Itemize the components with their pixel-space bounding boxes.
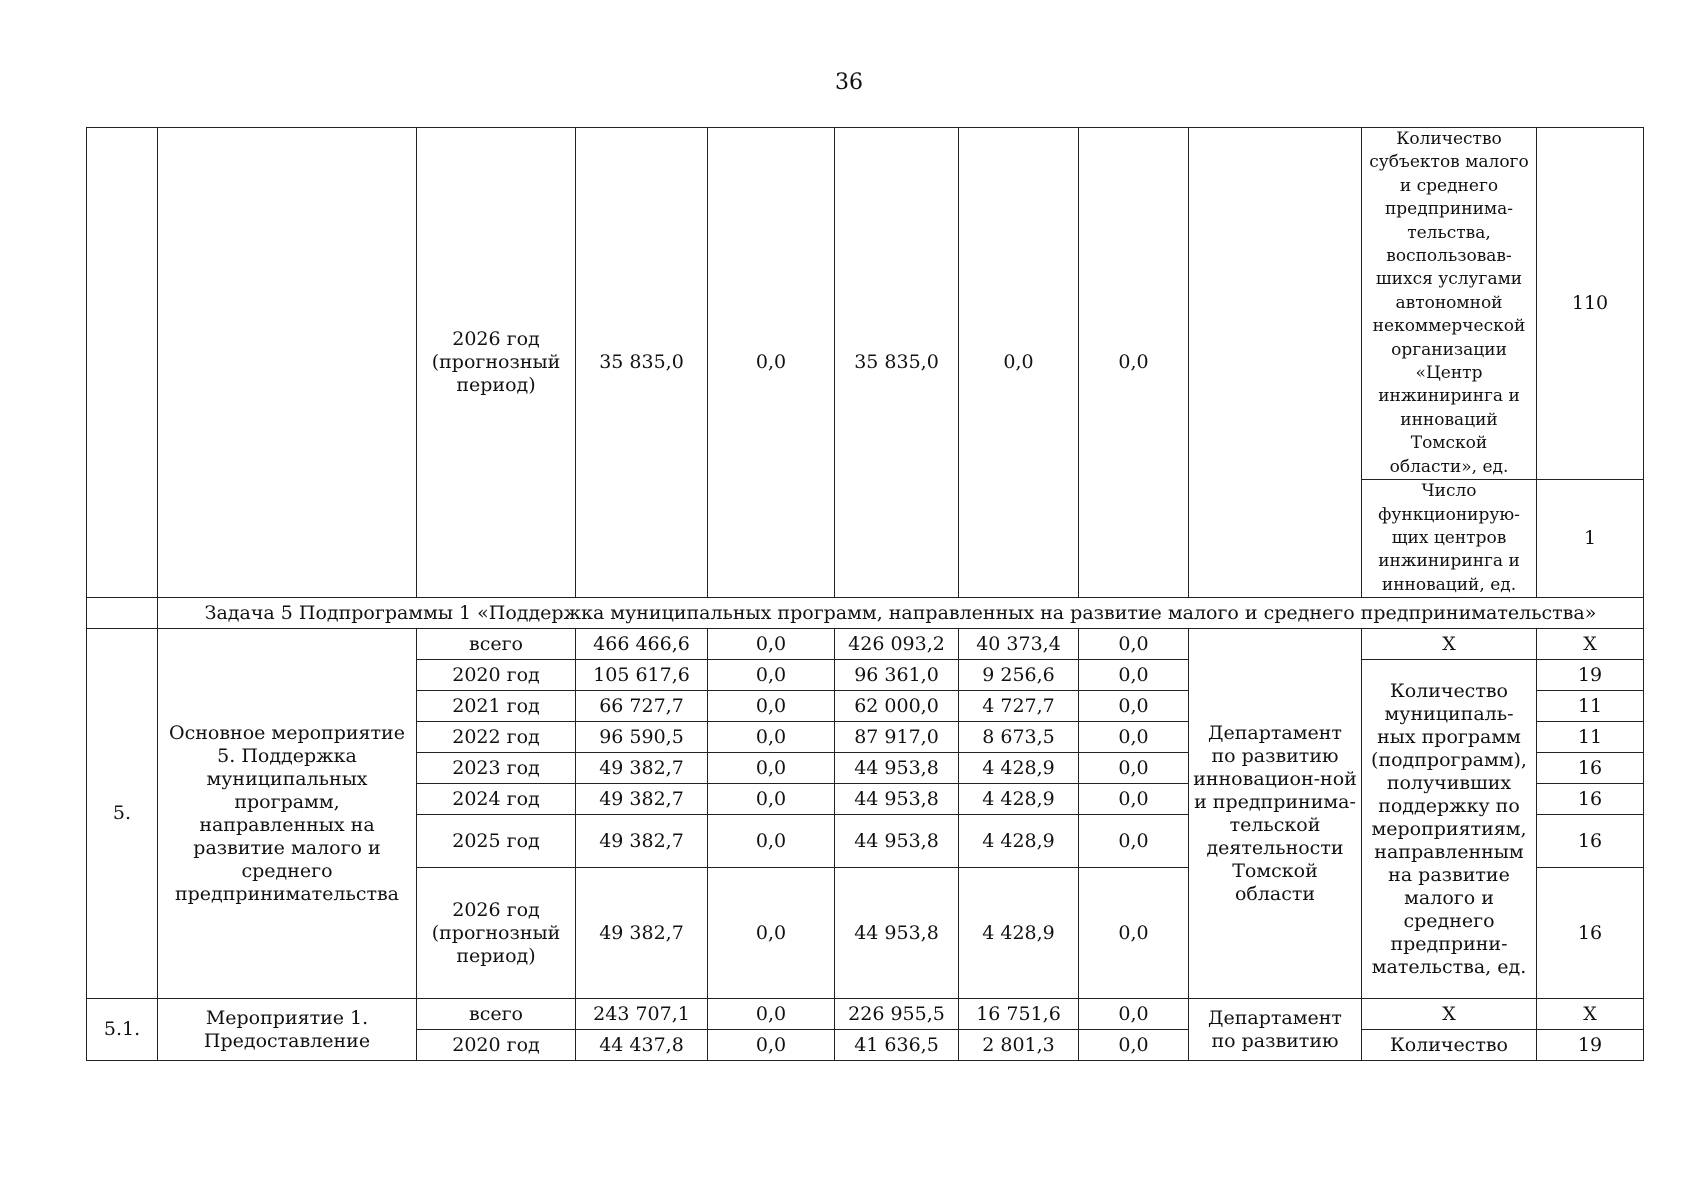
- cell-municipal: 40 373,4: [959, 629, 1079, 660]
- cell-federal: 0,0: [708, 999, 835, 1030]
- cell-extra: 0,0: [1079, 784, 1189, 815]
- cell-municipal: 4 428,9: [959, 753, 1079, 784]
- task-header: Задача 5 Подпрограммы 1 «Поддержка муниципальных программ, направленных на развитие малого и среднего предпринимательства»: [158, 598, 1644, 629]
- cell-municipal: 8 673,5: [959, 722, 1079, 753]
- cell-federal: 0,0: [708, 753, 835, 784]
- indicator-value: 11: [1537, 691, 1644, 722]
- item-name: Мероприятие 1. Предоставление: [158, 999, 417, 1061]
- task-header-row: [87, 598, 1644, 629]
- cell-municipal: 4 727,7: [959, 691, 1079, 722]
- cell-total: 105 617,6: [576, 660, 708, 691]
- cell-regional: 226 955,5: [835, 999, 959, 1030]
- cell-total: 96 590,5: [576, 722, 708, 753]
- indicator-value: 1: [1537, 480, 1644, 598]
- cell-period: 2026 год (прогнозный период): [417, 868, 576, 999]
- cell-period: 2020 год: [417, 660, 576, 691]
- table-row: [87, 629, 1644, 660]
- cell-regional: 44 953,8: [835, 868, 959, 999]
- page-number: 36: [835, 70, 863, 95]
- cell-federal: 0,0: [708, 815, 835, 868]
- cell-period: 2025 год: [417, 815, 576, 868]
- cell-extra: 0,0: [1079, 753, 1189, 784]
- cell-federal: 0,0: [708, 660, 835, 691]
- cell-extra: 0,0: [1079, 629, 1189, 660]
- cell-municipal: 4 428,9: [959, 815, 1079, 868]
- cell-total: 466 466,6: [576, 629, 708, 660]
- budget-table: [86, 127, 1644, 1061]
- indicator-value: 16: [1537, 753, 1644, 784]
- cell-municipal: 9 256,6: [959, 660, 1079, 691]
- item-number: 5.: [87, 629, 158, 999]
- cell-regional: 44 953,8: [835, 815, 959, 868]
- item-executor: Департамент по развитию инновацион-ной и предпринима-тельской деятельности Томской области: [1189, 629, 1362, 999]
- cell-executor: [1189, 128, 1362, 598]
- indicator-value: X: [1537, 629, 1644, 660]
- cell-federal: 0,0: [708, 128, 835, 598]
- cell-regional: 44 953,8: [835, 753, 959, 784]
- cell-federal: 0,0: [708, 722, 835, 753]
- indicator-value: 16: [1537, 815, 1644, 868]
- cell-total: 49 382,7: [576, 868, 708, 999]
- cell-total: 49 382,7: [576, 753, 708, 784]
- cell-federal: 0,0: [708, 868, 835, 999]
- indicator-value: 19: [1537, 660, 1644, 691]
- cell-period: 2024 год: [417, 784, 576, 815]
- item-name: Основное мероприятие 5. Поддержка муниципальных программ, направленных на развитие малого и среднего предпринимательства: [158, 629, 417, 999]
- cell-total: 66 727,7: [576, 691, 708, 722]
- table-row: [87, 999, 1644, 1030]
- cell-extra: 0,0: [1079, 660, 1189, 691]
- cell-federal: 0,0: [708, 629, 835, 660]
- cell-regional: 426 093,2: [835, 629, 959, 660]
- cell-extra: 0,0: [1079, 815, 1189, 868]
- cell-period: 2021 год: [417, 691, 576, 722]
- cell-period: 2023 год: [417, 753, 576, 784]
- indicator-name: Количество субъектов малого и среднего предпринима-тельства, воспользовав-шихся услугами автономной некоммерческой организации «Центр инжиниринга и инноваций Томской области», ед.: [1362, 128, 1537, 480]
- cell-federal: 0,0: [708, 1030, 835, 1061]
- cell-total: 35 835,0: [576, 128, 708, 598]
- indicator-name: Количество муниципаль-ных программ (подпрограмм), получивших поддержку по мероприятиям, направленным на развитие малого и среднего предприни-мательства, ед.: [1362, 660, 1537, 999]
- indicator-name: X: [1362, 999, 1537, 1030]
- indicator-value: 16: [1537, 784, 1644, 815]
- cell-federal: 0,0: [708, 784, 835, 815]
- indicator-name: Количество: [1362, 1030, 1537, 1061]
- cell-period: 2022 год: [417, 722, 576, 753]
- cell-federal: 0,0: [708, 691, 835, 722]
- cell-period: всего: [417, 629, 576, 660]
- indicator-value: X: [1537, 999, 1644, 1030]
- indicator-name: Число функционирую-щих центров инжиниринга и инноваций, ед.: [1362, 480, 1537, 598]
- cell-extra: 0,0: [1079, 868, 1189, 999]
- cell-extra: 0,0: [1079, 128, 1189, 598]
- cell-municipal: 16 751,6: [959, 999, 1079, 1030]
- indicator-value: 110: [1537, 128, 1644, 480]
- item-executor: Департамент по развитию: [1189, 999, 1362, 1061]
- cell-regional: 62 000,0: [835, 691, 959, 722]
- cell-regional: 35 835,0: [835, 128, 959, 598]
- cell-total: 243 707,1: [576, 999, 708, 1030]
- cell-municipal: 0,0: [959, 128, 1079, 598]
- indicator-value: 16: [1537, 868, 1644, 999]
- cell-municipal: 4 428,9: [959, 868, 1079, 999]
- cell-total: 49 382,7: [576, 815, 708, 868]
- cell-number: [87, 128, 158, 598]
- cell-total: 49 382,7: [576, 784, 708, 815]
- cell-extra: 0,0: [1079, 722, 1189, 753]
- cell-name: [158, 128, 417, 598]
- cell-period: 2020 год: [417, 1030, 576, 1061]
- cell-municipal: 2 801,3: [959, 1030, 1079, 1061]
- table-row: [87, 128, 1644, 480]
- cell-number: [87, 598, 158, 629]
- cell-regional: 44 953,8: [835, 784, 959, 815]
- cell-regional: 87 917,0: [835, 722, 959, 753]
- cell-total: 44 437,8: [576, 1030, 708, 1061]
- indicator-value: 11: [1537, 722, 1644, 753]
- indicator-name: X: [1362, 629, 1537, 660]
- cell-municipal: 4 428,9: [959, 784, 1079, 815]
- cell-period: всего: [417, 999, 576, 1030]
- cell-extra: 0,0: [1079, 999, 1189, 1030]
- indicator-value: 19: [1537, 1030, 1644, 1061]
- cell-regional: 96 361,0: [835, 660, 959, 691]
- cell-extra: 0,0: [1079, 691, 1189, 722]
- cell-extra: 0,0: [1079, 1030, 1189, 1061]
- cell-regional: 41 636,5: [835, 1030, 959, 1061]
- cell-period: 2026 год (прогнозный период): [417, 128, 576, 598]
- item-number: 5.1.: [87, 999, 158, 1061]
